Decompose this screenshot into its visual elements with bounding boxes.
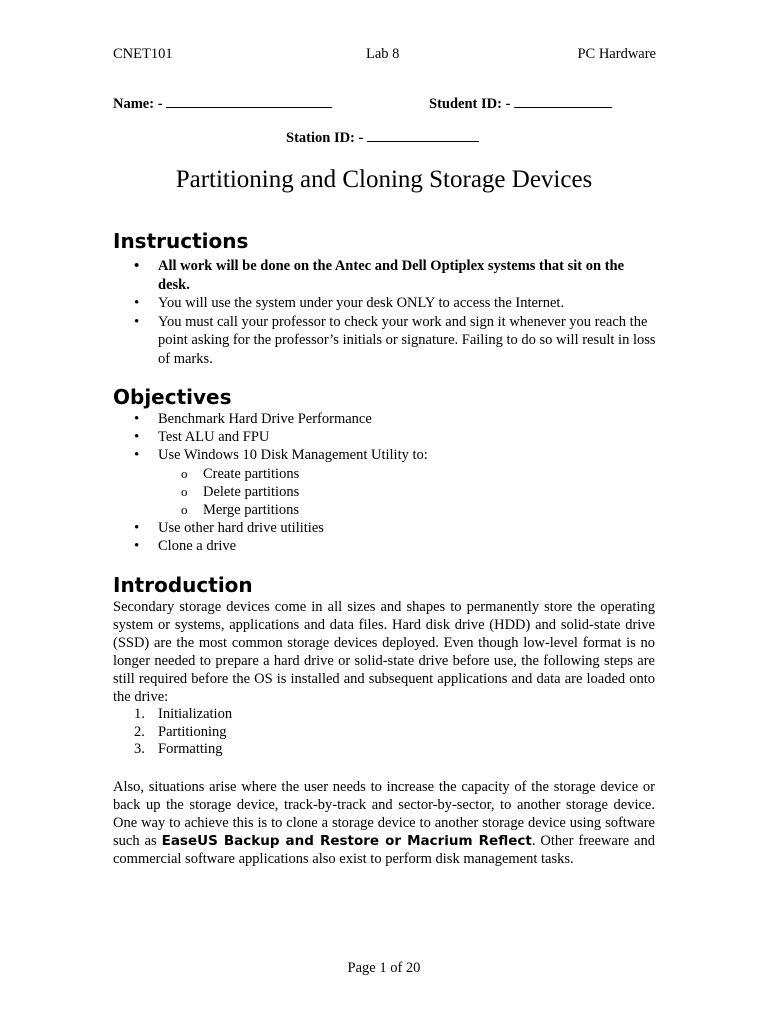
- objective-item: [113, 446, 656, 519]
- objective-sub-item: o Delete partitions: [158, 483, 656, 501]
- step-number: 2.: [134, 723, 145, 740]
- student-id-label: Student ID: -: [429, 96, 511, 112]
- objective-sub-list: [158, 465, 656, 520]
- objectives-heading: Objectives: [113, 385, 232, 409]
- page-header: [113, 46, 656, 66]
- objective-item: • Clone a drive: [113, 537, 656, 555]
- objective-item: • Test ALU and FPU: [113, 428, 656, 446]
- paragraph-2-start: Also, situations arise where the user needs to increase the capacity of the storage device or back up the storage device, track-by-track and sector-by-sector, to another storage device. One way to achieve this is to clone a storage device to another storage device using software such as: [113, 779, 655, 849]
- student-id-blank: [514, 94, 612, 108]
- step-number: 3.: [134, 741, 145, 757]
- header-course: CNET101: [113, 46, 173, 62]
- introduction-heading: Introduction: [113, 573, 253, 597]
- objective-sub-item: o Merge partitions: [158, 501, 656, 519]
- header-lab: Lab 8: [366, 46, 400, 62]
- step-text: Initialization: [158, 706, 233, 722]
- document-title: Partitioning and Cloning Storage Devices: [175, 166, 593, 193]
- header-subject: PC Hardware: [577, 46, 656, 62]
- instructions-list: [113, 257, 656, 368]
- paragraph-2-end: . Other freeware and commercial software applications also exist to perform disk management tasks.: [113, 833, 655, 867]
- page-footer: Page 1 of 20: [347, 960, 421, 976]
- instructions-heading: Instructions: [113, 229, 249, 253]
- instruction-item: • All work will be done on the Antec and Dell Optiplex systems that sit on the desk.: [113, 257, 656, 294]
- instruction-item: • You will use the system under your desk ONLY to access the Internet.: [113, 294, 656, 313]
- step-item: [113, 706, 656, 724]
- software-names: EaseUS Backup and Restore or Macrium Reflect: [161, 833, 532, 849]
- introduction-paragraph-2: [113, 778, 655, 868]
- station-id-field: [286, 128, 479, 147]
- step-number: 1.: [134, 706, 145, 722]
- name-label: Name: -: [113, 96, 163, 112]
- introduction-paragraph-1: Secondary storage devices come in all sizes and shapes to permanently store the operating system or systems, applications and data files. Hard disk drive (HDD) and solid-state drive (SSD) are the most common storage devices deployed. Even though low-level format is no longer needed to prepare a hard drive or solid-state drive before use, the following steps are still required before the OS is installed and subsequent applications and data are loaded onto the drive:: [113, 599, 655, 705]
- objective-item: • Benchmark Hard Drive Performance: [113, 410, 656, 428]
- objective-item: • Use other hard drive utilities: [113, 519, 656, 537]
- preparation-steps: [113, 706, 656, 759]
- objectives-list: [113, 410, 656, 556]
- step-item: [113, 724, 656, 742]
- station-id-label: Station ID: -: [286, 130, 364, 146]
- step-text: Formatting: [158, 741, 223, 757]
- objective-item-text: Use Windows 10 Disk Management Utility to:: [158, 447, 428, 464]
- step-item: [113, 741, 656, 759]
- objective-sub-item: o Create partitions: [158, 465, 656, 483]
- name-blank: [166, 94, 332, 108]
- student-id-field: [429, 94, 612, 113]
- instruction-item: • You must call your professor to check your work and sign it whenever you reach the point asking for the professor’s initials or signature. Failing to do so will result in loss of marks.: [113, 313, 656, 369]
- name-field: [113, 94, 332, 113]
- station-id-blank: [367, 128, 479, 142]
- step-text: Partitioning: [158, 723, 227, 740]
